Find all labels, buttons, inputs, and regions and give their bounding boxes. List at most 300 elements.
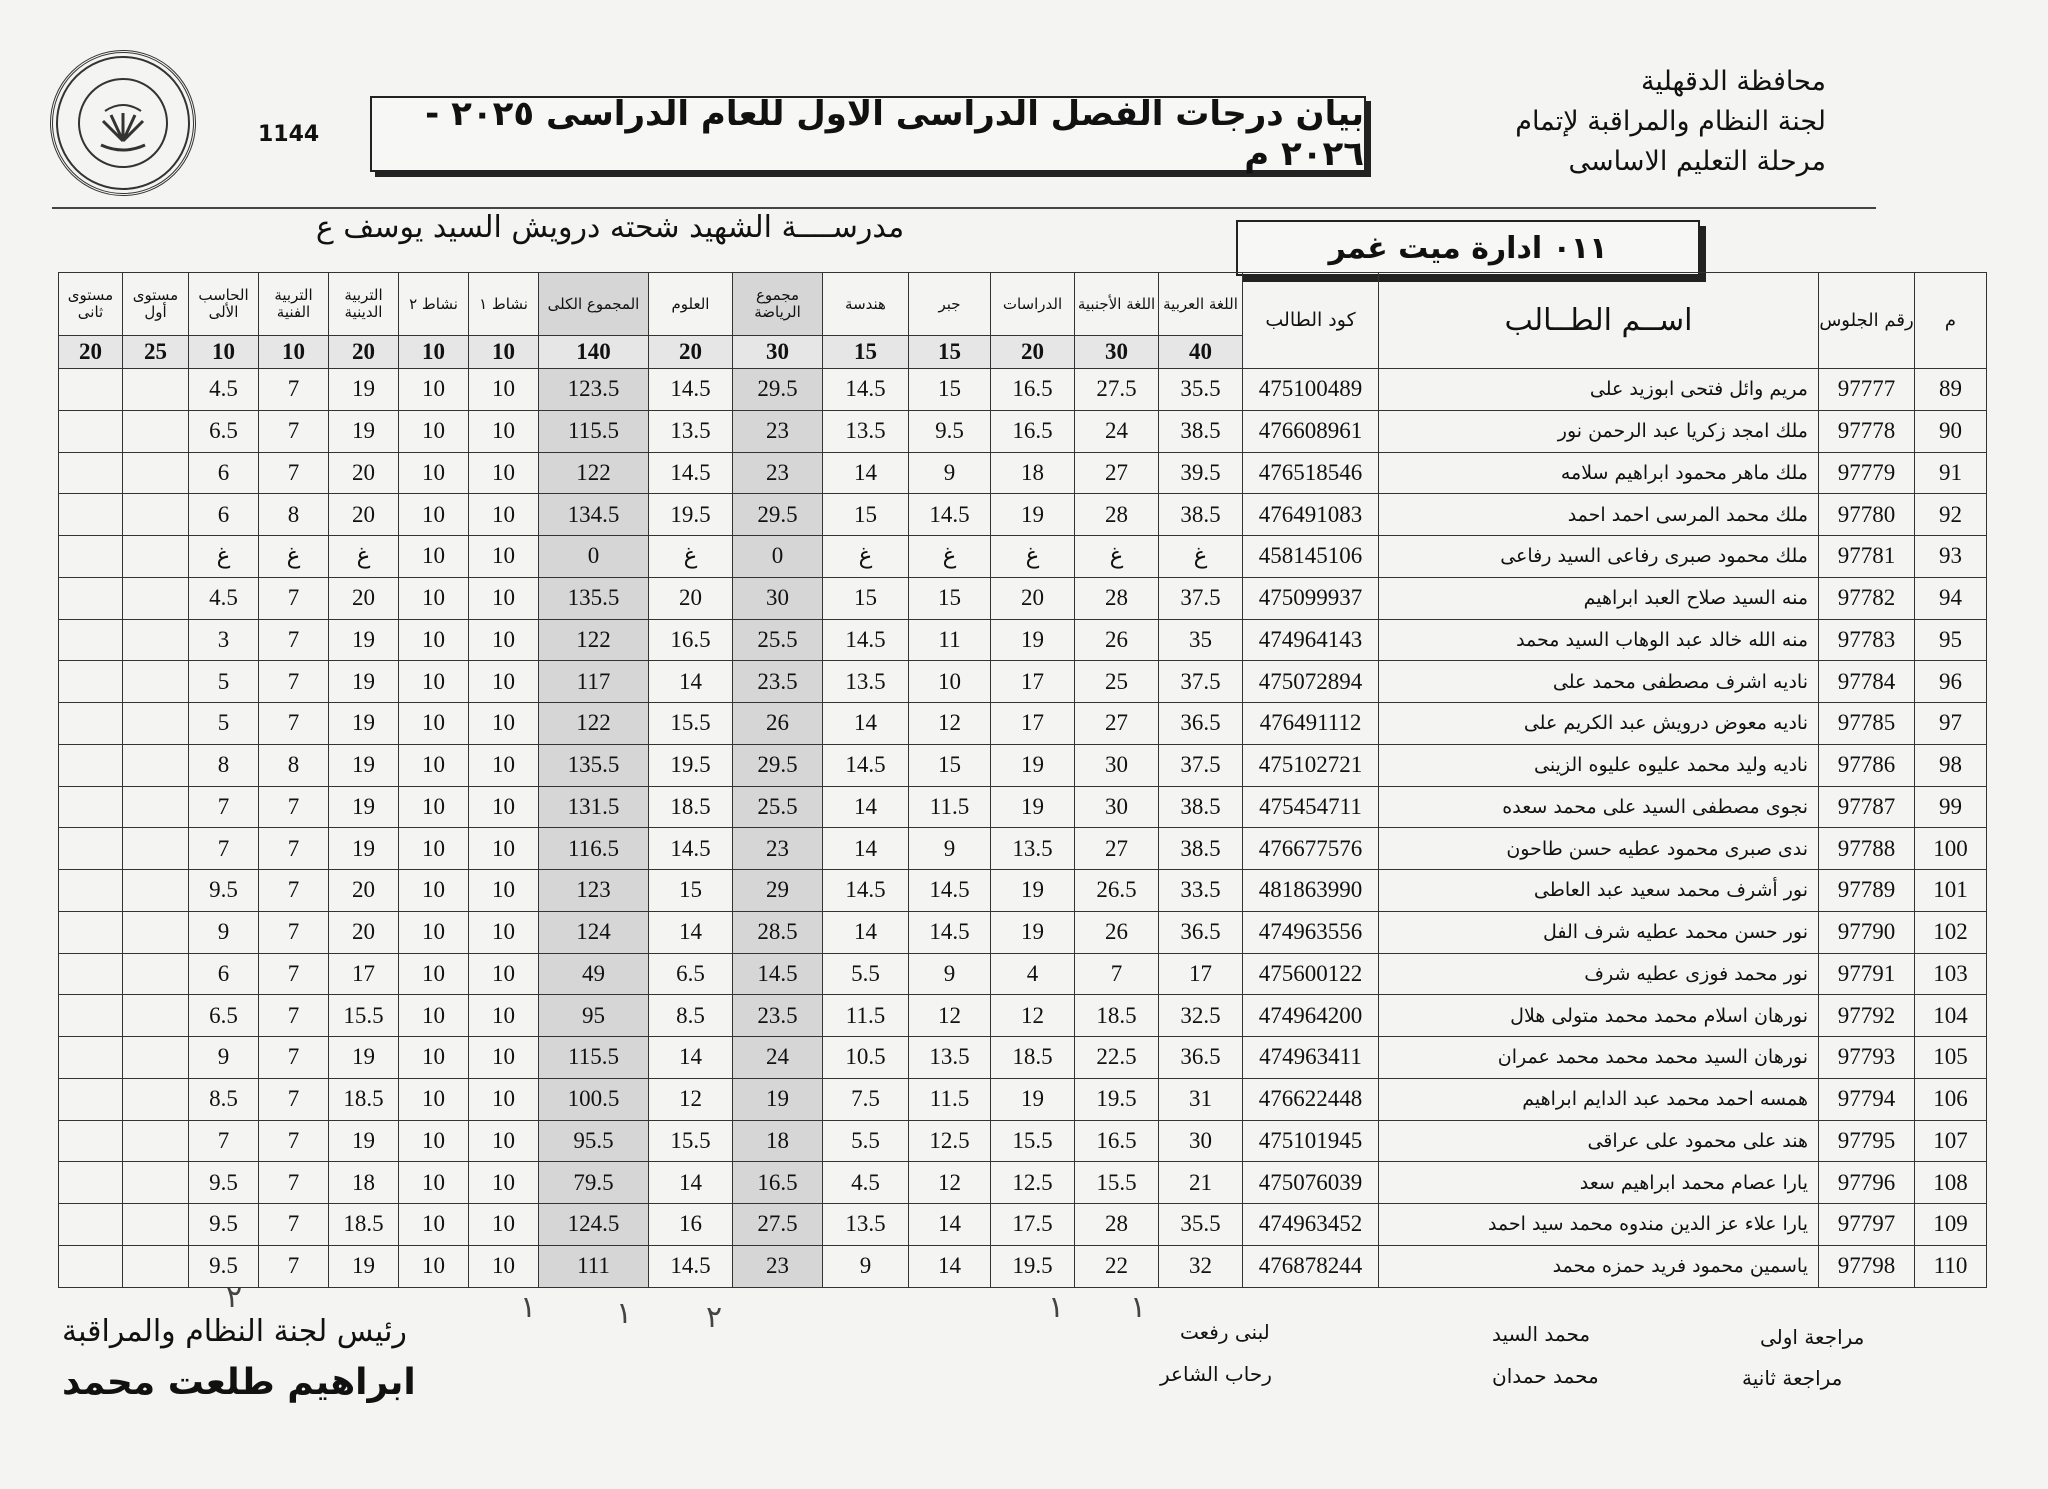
student-name: نور أشرف محمد سعيد عبد العاطى (1379, 870, 1819, 912)
row-index: 94 (1915, 577, 1987, 619)
max-mark-cell: 25 (123, 336, 189, 369)
grade-cell (59, 369, 123, 411)
grade-cell: 10 (399, 1245, 469, 1287)
seat-number: 97787 (1819, 786, 1915, 828)
student-name: ناديه معوض درويش عبد الكريم على (1379, 703, 1819, 745)
student-name: يارا علاء عز الدين مندوه محمد سيد احمد (1379, 1204, 1819, 1246)
grade-cell: 28.5 (733, 911, 823, 953)
grade-cell: 7 (259, 369, 329, 411)
grade-cell: 23 (733, 410, 823, 452)
grade-cell (123, 703, 189, 745)
seat-number: 97778 (1819, 410, 1915, 452)
grade-cell: 14 (823, 703, 909, 745)
grade-cell: 19 (329, 828, 399, 870)
student-name: نورهان اسلام محمد محمد متولى هلال (1379, 995, 1819, 1037)
grade-cell (123, 870, 189, 912)
grade-cell (59, 953, 123, 995)
grade-cell: 10 (469, 494, 539, 536)
grade-cell: 122 (539, 619, 649, 661)
table-row (59, 1078, 1987, 1120)
grade-cell (123, 828, 189, 870)
grade-cell: 14 (909, 1245, 991, 1287)
grade-cell: 10 (469, 953, 539, 995)
seat-number: 97779 (1819, 452, 1915, 494)
seat-number: 97782 (1819, 577, 1915, 619)
grade-cell: 29.5 (733, 744, 823, 786)
grade-cell: 5 (189, 661, 259, 703)
grade-cell: غ (259, 536, 329, 578)
grade-cell: 0 (733, 536, 823, 578)
table-row (59, 911, 1987, 953)
student-code: 476608961 (1243, 410, 1379, 452)
grade-cell (59, 577, 123, 619)
seat-number: 97790 (1819, 911, 1915, 953)
grade-cell: غ (329, 536, 399, 578)
grade-cell: 23 (733, 452, 823, 494)
grade-cell: 7 (259, 828, 329, 870)
grade-cell: 6 (189, 494, 259, 536)
grade-cell: 7 (259, 870, 329, 912)
grade-cell: 11.5 (909, 1078, 991, 1120)
grade-cell: 38.5 (1159, 494, 1243, 536)
grade-cell: غ (991, 536, 1075, 578)
grade-cell: 10 (399, 1204, 469, 1246)
table-row (59, 1120, 1987, 1162)
row-index: 104 (1915, 995, 1987, 1037)
school-name: مدرســــة الشهيد شحته درويش السيد يوسف ع (315, 210, 905, 245)
grade-cell: 3 (189, 619, 259, 661)
grade-cell: 7 (189, 1120, 259, 1162)
student-code: 476677576 (1243, 828, 1379, 870)
grade-cell: 15 (823, 494, 909, 536)
grade-cell: 24 (1075, 410, 1159, 452)
student-name: مريم وائل فتحى ابوزيد على (1379, 369, 1819, 411)
grade-cell: غ (189, 536, 259, 578)
row-index: 95 (1915, 619, 1987, 661)
grade-cell: 5 (189, 703, 259, 745)
table-row (59, 369, 1987, 411)
grade-cell: 15 (909, 369, 991, 411)
grade-cell: 19.5 (1075, 1078, 1159, 1120)
grade-cell: 14.5 (823, 870, 909, 912)
grade-cell: 9.5 (189, 1162, 259, 1204)
grade-cell (123, 995, 189, 1037)
grade-cell: 5.5 (823, 953, 909, 995)
table-row (59, 1245, 1987, 1287)
col-header-religion: التربية الدينية (329, 273, 399, 336)
grade-cell: 4.5 (189, 577, 259, 619)
grade-cell: 14 (649, 911, 733, 953)
grade-cell: 10 (399, 661, 469, 703)
student-name: ياسمين محمود فريد حمزه محمد (1379, 1245, 1819, 1287)
grade-cell: 10 (469, 1162, 539, 1204)
grade-cell: 20 (329, 870, 399, 912)
grade-cell: 7 (259, 577, 329, 619)
grade-cell: 30 (1159, 1120, 1243, 1162)
grade-cell: 7 (259, 452, 329, 494)
student-code: 475454711 (1243, 786, 1379, 828)
grade-cell: 10 (399, 1037, 469, 1079)
row-index: 106 (1915, 1078, 1987, 1120)
grade-cell: 10 (399, 1120, 469, 1162)
grade-cell: 9 (909, 828, 991, 870)
grade-cell (59, 410, 123, 452)
grade-cell: 13.5 (823, 1204, 909, 1246)
grade-cell: 115.5 (539, 1037, 649, 1079)
max-mark-cell: 20 (59, 336, 123, 369)
grade-cell: 18.5 (991, 1037, 1075, 1079)
max-mark-cell: 15 (823, 336, 909, 369)
grade-cell: 10.5 (823, 1037, 909, 1079)
grade-cell: 7 (259, 786, 329, 828)
grade-cell: 10 (399, 369, 469, 411)
grade-cell (123, 953, 189, 995)
student-name: نورهان السيد محمد محمد محمد عمران (1379, 1037, 1819, 1079)
grade-cell: 38.5 (1159, 410, 1243, 452)
grade-cell: 26 (1075, 911, 1159, 953)
grade-cell: 9 (189, 911, 259, 953)
grade-cell: 123 (539, 870, 649, 912)
grade-cell: 29.5 (733, 369, 823, 411)
table-row (59, 577, 1987, 619)
grade-cell: 30 (1075, 744, 1159, 786)
grade-cell: 7 (259, 410, 329, 452)
seat-number: 97792 (1819, 995, 1915, 1037)
grades-table (58, 272, 1987, 1288)
student-code: 476518546 (1243, 452, 1379, 494)
grade-cell: 14.5 (823, 369, 909, 411)
student-code: 474963556 (1243, 911, 1379, 953)
grade-cell: 19 (991, 870, 1075, 912)
grade-cell (59, 661, 123, 703)
grade-cell: 14.5 (909, 494, 991, 536)
grade-cell: 19 (329, 661, 399, 703)
grade-cell: 15 (649, 870, 733, 912)
grade-cell: 7 (189, 786, 259, 828)
seal-emblem-icon (53, 53, 193, 193)
stage: مرحلة التعليم الاساسى (1568, 146, 1826, 177)
grade-cell: 27.5 (1075, 369, 1159, 411)
grade-cell: 10 (399, 452, 469, 494)
grade-cell (59, 828, 123, 870)
student-code: 476491112 (1243, 703, 1379, 745)
max-mark-cell: 40 (1159, 336, 1243, 369)
grade-cell: 29 (733, 870, 823, 912)
grade-cell: 111 (539, 1245, 649, 1287)
grade-cell: 4 (991, 953, 1075, 995)
seat-number: 97785 (1819, 703, 1915, 745)
grade-cell: 27 (1075, 703, 1159, 745)
row-index: 92 (1915, 494, 1987, 536)
grade-cell: 14 (823, 452, 909, 494)
student-code: 475102721 (1243, 744, 1379, 786)
grade-cell: 6 (189, 953, 259, 995)
grade-cell (123, 786, 189, 828)
grade-cell (59, 619, 123, 661)
grade-cell: 10 (399, 619, 469, 661)
grade-cell: 19 (329, 369, 399, 411)
student-code: 476491083 (1243, 494, 1379, 536)
seat-number: 97780 (1819, 494, 1915, 536)
grade-cell: 13.5 (649, 410, 733, 452)
grade-cell: 18 (329, 1162, 399, 1204)
grade-cell: 16.5 (991, 369, 1075, 411)
grade-cell: 9.5 (909, 410, 991, 452)
col-header-art: التربية الفنية (259, 273, 329, 336)
grade-cell (59, 1162, 123, 1204)
grade-cell: 13.5 (823, 410, 909, 452)
table-row (59, 1037, 1987, 1079)
grade-cell: 15.5 (1075, 1162, 1159, 1204)
grade-cell (123, 744, 189, 786)
row-index: 107 (1915, 1120, 1987, 1162)
grade-cell: 19 (329, 1245, 399, 1287)
student-name: ملك ماهر محمود ابراهيم سلامه (1379, 452, 1819, 494)
student-code: 474963452 (1243, 1204, 1379, 1246)
grade-cell: 26 (1075, 619, 1159, 661)
grade-cell: 19 (991, 619, 1075, 661)
max-mark-cell: 10 (469, 336, 539, 369)
row-index: 97 (1915, 703, 1987, 745)
grade-cell: 4.5 (189, 369, 259, 411)
grade-cell: 7 (259, 1120, 329, 1162)
grade-cell (123, 1078, 189, 1120)
grade-cell: 14 (909, 1204, 991, 1246)
max-mark-cell: 20 (649, 336, 733, 369)
grade-cell: 20 (329, 494, 399, 536)
grade-cell (59, 870, 123, 912)
grade-cell: 7.5 (823, 1078, 909, 1120)
student-code: 474963411 (1243, 1037, 1379, 1079)
grade-cell: 20 (329, 452, 399, 494)
grade-cell (59, 1037, 123, 1079)
grade-cell: 8 (259, 744, 329, 786)
grade-cell: 38.5 (1159, 828, 1243, 870)
col-header-level2: مستوى ثانى (59, 273, 123, 336)
student-name: همسه احمد محمد عبد الدايم ابراهيم (1379, 1078, 1819, 1120)
grade-cell (123, 536, 189, 578)
row-index: 89 (1915, 369, 1987, 411)
max-mark-cell: 10 (259, 336, 329, 369)
row-index: 109 (1915, 1204, 1987, 1246)
col-header-code: كود الطالب (1243, 273, 1379, 369)
grade-cell: 123.5 (539, 369, 649, 411)
grade-cell: 18 (991, 452, 1075, 494)
grade-cell: 19 (329, 703, 399, 745)
grade-cell: 18.5 (649, 786, 733, 828)
grade-cell (123, 452, 189, 494)
grade-cell: 7 (259, 1037, 329, 1079)
grade-cell: 16 (649, 1204, 733, 1246)
student-name: نجوى مصطفى السيد على محمد سعده (1379, 786, 1819, 828)
grade-cell: 7 (259, 911, 329, 953)
student-code: 475099937 (1243, 577, 1379, 619)
grade-cell: 10 (399, 828, 469, 870)
grade-cell: 13.5 (823, 661, 909, 703)
col-header-grand-total: المجموع الكلى (539, 273, 649, 336)
grade-cell (59, 536, 123, 578)
grade-cell: 7 (259, 1078, 329, 1120)
seat-number: 97788 (1819, 828, 1915, 870)
table-row (59, 661, 1987, 703)
grade-cell: 7 (259, 661, 329, 703)
row-index: 103 (1915, 953, 1987, 995)
col-header-science: العلوم (649, 273, 733, 336)
student-code: 475100489 (1243, 369, 1379, 411)
col-header-foreign: اللغة الأجنبية (1075, 273, 1159, 336)
grade-cell: 17 (991, 661, 1075, 703)
grade-cell: 6.5 (189, 995, 259, 1037)
grade-cell: 9 (909, 452, 991, 494)
student-name: ناديه وليد محمد عليوه عليوه الزينى (1379, 744, 1819, 786)
table-row (59, 995, 1987, 1037)
grade-cell: 12.5 (909, 1120, 991, 1162)
grade-cell: 23.5 (733, 995, 823, 1037)
grade-cell: 15.5 (649, 1120, 733, 1162)
row-index: 100 (1915, 828, 1987, 870)
chair-title: رئيس لجنة النظام والمراقبة (62, 1314, 407, 1349)
student-name: ملك امجد زكريا عبد الرحمن نور (1379, 410, 1819, 452)
max-mark-cell: 140 (539, 336, 649, 369)
table-row (59, 494, 1987, 536)
grade-cell: 36.5 (1159, 911, 1243, 953)
grade-cell: 20 (649, 577, 733, 619)
grade-cell (123, 577, 189, 619)
grades-body (59, 369, 1987, 1288)
grade-cell: 26.5 (1075, 870, 1159, 912)
row-index: 102 (1915, 911, 1987, 953)
grade-cell: 10 (469, 410, 539, 452)
grade-cell: 12 (909, 703, 991, 745)
seat-number: 97781 (1819, 536, 1915, 578)
grade-cell: 15.5 (649, 703, 733, 745)
grade-cell: 6.5 (649, 953, 733, 995)
grade-cell: 28 (1075, 1204, 1159, 1246)
grade-cell: 7 (259, 953, 329, 995)
issuer-block (1406, 62, 1826, 182)
grade-cell: 10 (399, 870, 469, 912)
grade-cell: 15 (909, 744, 991, 786)
table-row (59, 870, 1987, 912)
grade-cell: 10 (469, 1245, 539, 1287)
handwritten-mark: ١ (1048, 1290, 1065, 1325)
student-name: هند على محمود على عراقى (1379, 1120, 1819, 1162)
seat-number: 97783 (1819, 619, 1915, 661)
grade-cell: 19 (991, 494, 1075, 536)
grade-cell (59, 744, 123, 786)
grade-cell: 135.5 (539, 577, 649, 619)
seat-number: 97797 (1819, 1204, 1915, 1246)
review1-name-a: محمد السيد (1492, 1322, 1591, 1346)
grade-cell: 38.5 (1159, 786, 1243, 828)
table-row (59, 452, 1987, 494)
grade-cell: 25.5 (733, 619, 823, 661)
row-index: 101 (1915, 870, 1987, 912)
grade-cell: 14.5 (649, 1245, 733, 1287)
grade-cell: 6.5 (189, 410, 259, 452)
review2-name-b: رحاب الشاعر (1160, 1362, 1272, 1386)
grade-cell: 9.5 (189, 1204, 259, 1246)
grade-cell: 14.5 (909, 870, 991, 912)
grade-cell: 12 (909, 995, 991, 1037)
grade-cell: 21 (1159, 1162, 1243, 1204)
grade-cell: 19 (991, 744, 1075, 786)
grade-cell: 10 (469, 577, 539, 619)
max-mark-cell: 30 (733, 336, 823, 369)
grade-cell: 9 (189, 1037, 259, 1079)
grade-cell: 15 (823, 577, 909, 619)
grade-cell: 10 (469, 452, 539, 494)
grade-cell: 17 (1159, 953, 1243, 995)
table-row (59, 536, 1987, 578)
grade-cell: 10 (469, 786, 539, 828)
grade-cell: 10 (399, 410, 469, 452)
max-mark-cell: 20 (991, 336, 1075, 369)
grade-cell: غ (1159, 536, 1243, 578)
grade-cell: 9.5 (189, 1245, 259, 1287)
grade-cell: 35.5 (1159, 369, 1243, 411)
handwritten-mark: ١ (1130, 1290, 1147, 1325)
max-mark-cell: 15 (909, 336, 991, 369)
grade-cell: 27.5 (733, 1204, 823, 1246)
grade-cell: 20 (329, 911, 399, 953)
grade-cell: 12 (909, 1162, 991, 1204)
grade-cell: 6 (189, 452, 259, 494)
col-header-level1: مستوى أول (123, 273, 189, 336)
student-code: 476622448 (1243, 1078, 1379, 1120)
grade-cell: غ (649, 536, 733, 578)
col-header-m: م (1915, 273, 1987, 369)
grade-cell: 14 (823, 786, 909, 828)
grade-cell: 23 (733, 828, 823, 870)
grade-cell: 39.5 (1159, 452, 1243, 494)
row-index: 110 (1915, 1245, 1987, 1287)
grade-cell: 28 (1075, 494, 1159, 536)
seat-number: 97795 (1819, 1120, 1915, 1162)
grade-cell: 10 (469, 870, 539, 912)
grade-cell: 7 (259, 1245, 329, 1287)
max-mark-cell: 20 (329, 336, 399, 369)
grade-cell: 0 (539, 536, 649, 578)
review2-name-a: محمد حمدان (1492, 1364, 1599, 1388)
student-name: يارا عصام محمد ابراهيم سعد (1379, 1162, 1819, 1204)
grade-cell: 10 (909, 661, 991, 703)
grade-cell (123, 369, 189, 411)
grade-cell: 10 (399, 1162, 469, 1204)
grade-cell: 122 (539, 452, 649, 494)
grade-cell: 19 (329, 1120, 399, 1162)
table-row (59, 1204, 1987, 1246)
grade-cell: 14 (649, 1037, 733, 1079)
grade-cell: 16.5 (649, 619, 733, 661)
grade-cell: 115.5 (539, 410, 649, 452)
grade-cell: 30 (1075, 786, 1159, 828)
student-name: ملك محمد المرسى احمد احمد (1379, 494, 1819, 536)
grade-cell: 12 (649, 1078, 733, 1120)
student-code: 475600122 (1243, 953, 1379, 995)
grade-cell: 25 (1075, 661, 1159, 703)
student-code: 476878244 (1243, 1245, 1379, 1287)
grade-cell: 10 (469, 828, 539, 870)
grade-cell: 10 (399, 536, 469, 578)
grade-cell: 37.5 (1159, 744, 1243, 786)
handwritten-mark: ١ (616, 1296, 633, 1331)
grade-cell: 10 (399, 911, 469, 953)
grade-cell: 49 (539, 953, 649, 995)
grade-cell: 19 (329, 786, 399, 828)
seat-number: 97791 (1819, 953, 1915, 995)
grade-cell: 10 (399, 577, 469, 619)
